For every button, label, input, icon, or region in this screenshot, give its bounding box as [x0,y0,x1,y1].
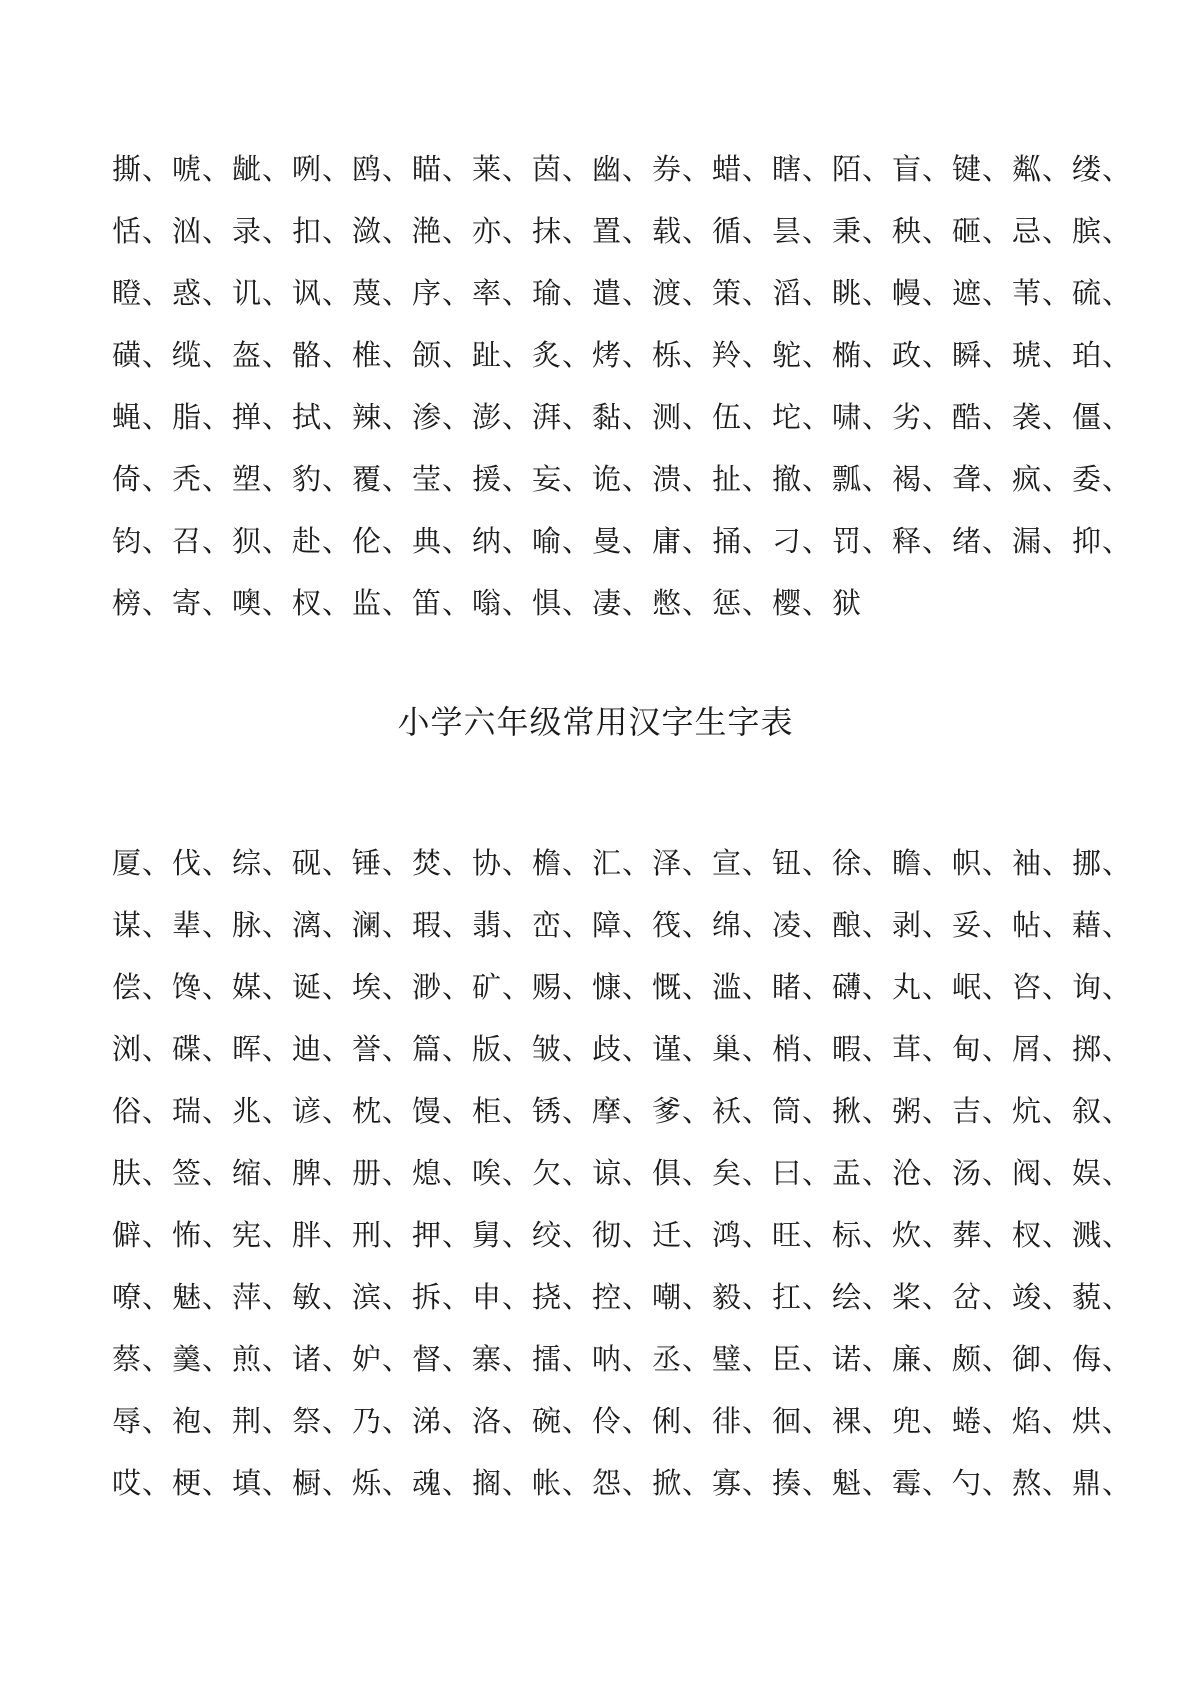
character-line: 厦、伐、综、砚、锤、焚、协、檐、汇、泽、宣、钮、徐、瞻、帜、袖、挪、 [112,846,1133,880]
character-line: 偿、馋、媒、诞、埃、渺、矿、赐、慷、慨、滥、睹、礴、丸、岷、咨、询、 [112,970,1133,1004]
character-line: 蔡、羹、煎、诸、妒、督、寨、擂、呐、丞、璧、臣、诺、廉、颇、御、侮、 [112,1342,1133,1376]
character-line: 榜、寄、噢、杈、监、笛、嗡、惧、凄、憋、惩、樱、狱 [112,586,863,620]
character-line: 瞪、惑、讥、讽、蔑、序、率、瑜、遣、渡、策、滔、眺、幔、遮、苇、硫、 [112,276,1133,310]
character-line: 辱、袍、荆、祭、乃、涕、洛、碗、伶、俐、徘、徊、裸、兜、蜷、焰、烘、 [112,1404,1133,1438]
character-list-previous [112,138,1133,634]
character-line: 肤、签、缩、脾、册、熄、唉、欠、谅、俱、矣、曰、盂、沧、汤、阀、娱、 [112,1156,1133,1190]
character-line: 浏、碟、晖、迪、誉、篇、版、皱、歧、谨、巢、梢、暇、茸、甸、屑、掷、 [112,1032,1133,1066]
character-line: 谋、辈、脉、漓、澜、瑕、翡、峦、障、筏、绵、凌、酿、剥、妥、帖、藉、 [112,908,1133,942]
section-title: 小学六年级常用汉字生字表 [397,703,794,741]
character-line: 俗、瑞、兆、谚、枕、馒、柜、锈、摩、爹、袄、筒、揪、粥、吉、炕、叙、 [112,1094,1133,1128]
character-line: 撕、唬、龇、咧、鸥、瞄、莱、茵、幽、券、蜡、瞎、陌、盲、键、粼、缕、 [112,152,1133,186]
character-line: 恬、汹、录、扣、潋、滟、亦、抹、置、载、循、昙、秉、秧、砸、忌、膑、 [112,214,1133,248]
character-line: 蝇、脂、掸、拭、辣、渗、澎、湃、黏、测、伍、坨、啸、劣、酷、袭、僵、 [112,400,1133,434]
character-line: 倚、秃、塑、豹、覆、莹、援、妄、诡、溃、扯、撤、瓢、褐、聋、疯、委、 [112,462,1133,496]
character-line: 僻、怖、宪、胖、刑、押、舅、绞、彻、迁、鸿、旺、标、炊、葬、杈、溅、 [112,1218,1133,1252]
character-line: 磺、缆、盔、骼、椎、颌、趾、炙、烤、栎、羚、鸵、椭、政、瞬、琥、珀、 [112,338,1133,372]
character-line: 哎、梗、填、橱、烁、魂、搁、帐、怨、掀、寡、揍、魁、霉、勺、熬、鼎、 [112,1466,1133,1500]
character-list-grade6 [112,832,1133,1514]
character-line: 钧、召、狈、赴、伦、典、纳、喻、曼、庸、捅、刁、罚、释、绪、漏、抑、 [112,524,1133,558]
character-line: 嘹、魅、萍、敏、滨、拆、申、挠、控、嘲、毅、扛、绘、桨、岔、竣、藐、 [112,1280,1133,1314]
